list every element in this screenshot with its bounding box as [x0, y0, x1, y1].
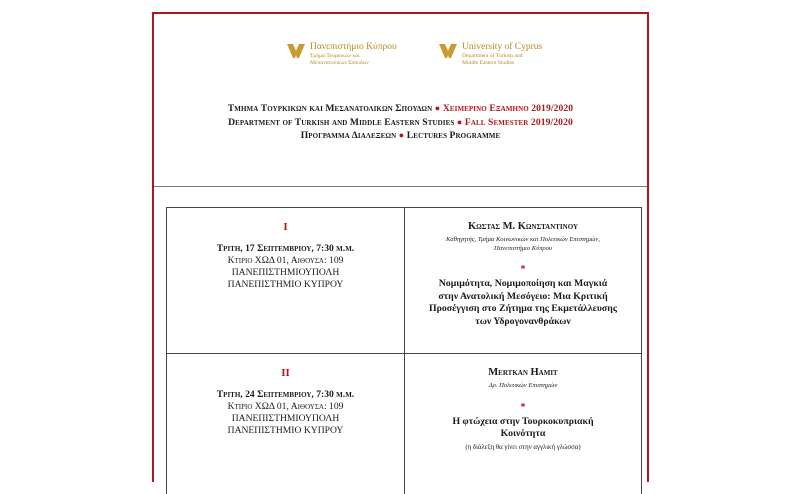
header-line-1 — [154, 102, 647, 116]
asterisk-icon: * — [520, 401, 526, 413]
logo-gr-line1: Πανεπιστήμιο Κύπρου — [310, 42, 397, 52]
speaker-name: Κωστας Μ. Κωνσταντινου — [467, 221, 579, 232]
lecture-info-cell — [167, 354, 405, 494]
programme-greek: Προγραμμα Διαλεξεων — [300, 130, 397, 141]
bullet-icon: ● — [456, 116, 463, 127]
lecture-title-line: Προσέγγιση στο Ζήτημα της Εκμετάλλευσης — [429, 303, 617, 314]
lecture-date: Τριτη, 24 Σεπτεμβριου, 7:30 μ.μ. — [216, 389, 355, 400]
header-divider — [154, 186, 647, 187]
lecture-topic-cell — [405, 354, 641, 494]
lecture-title-line: Η φτώχεια στην Τουρκοκυπριακή — [452, 415, 594, 427]
semester-greek: Χειμερινο Εξαμηνο 2019/2020 — [442, 103, 574, 114]
department-english: Department of Turkish and Middle Eastern Studies — [228, 116, 455, 128]
lecture-title — [405, 416, 641, 441]
speaker-affiliation: Καθηγητής, Τμήμα Κοινωνικών και Πολιτικών Επιστημών, — [446, 236, 600, 243]
university-crest-icon — [286, 43, 306, 59]
logo-en-line2: Department of Turkish and — [462, 53, 523, 59]
university-crest-icon — [438, 43, 458, 59]
lectures-table — [166, 207, 642, 494]
lecture-title-line: των Υδρογονανθράκων — [475, 315, 571, 327]
logo-gr-line3: Μεσανατολικών Σπουδών — [310, 59, 369, 66]
lecture-campus: ΠΑΝΕΠΙΣΤΗΜΙΟΥΠΟΛΗ — [231, 267, 340, 278]
logo-en-line3: Middle Eastern Studies — [462, 59, 515, 66]
poster-header — [154, 102, 647, 143]
poster-page — [152, 12, 649, 482]
lecture-university: ΠΑΝΕΠΙΣΤΗΜΙΟ ΚΥΠΡΟΥ — [227, 279, 344, 290]
department-greek: Τμημα Τουρκικων και Μεσανατολικων Σπουδων — [227, 103, 433, 114]
lecture-university: ΠΑΝΕΠΙΣΤΗΜΙΟ ΚΥΠΡΟΥ — [227, 425, 344, 436]
speaker-name: Mertkan Hamit — [488, 367, 558, 378]
speaker-affiliation: Δρ. Πολιτικών Επιστημών — [488, 382, 558, 389]
lecture-numeral: I — [283, 221, 288, 233]
lecture-campus: ΠΑΝΕΠΙΣΤΗΜΙΟΥΠΟΛΗ — [231, 413, 340, 424]
lecture-numeral: II — [281, 367, 290, 379]
programme-english: Lectures Programme — [406, 130, 501, 141]
language-note: (η διάλεξη θα γίνει στην αγγλική γλώσσα) — [465, 443, 581, 451]
header-line-2 — [154, 116, 647, 130]
lecture-row — [167, 208, 641, 354]
lecture-title-line: Κοινότητα — [500, 428, 546, 439]
lecture-building: Κτιριο ΧΩΔ 01, Αιθουσα: 109 — [227, 401, 344, 412]
lecture-info-cell — [167, 208, 405, 353]
logo-en-line1: University of Cyprus — [462, 42, 543, 52]
bullet-icon: ● — [398, 130, 405, 140]
lecture-row — [167, 354, 641, 494]
lecture-date: Τριτη, 17 Σεπτεμβριου, 7:30 μ.μ. — [216, 243, 355, 254]
english-logo — [438, 42, 542, 66]
bullet-icon: ● — [434, 103, 441, 113]
header-line-3 — [154, 129, 647, 143]
speaker-affiliation-2: Πανεπιστήμιο Κύπρου — [493, 244, 553, 252]
lecture-topic-cell — [405, 208, 641, 353]
lecture-title — [405, 278, 641, 328]
lecture-building: Κτιριο ΧΩΔ 01, Αιθουσα: 109 — [227, 255, 344, 266]
asterisk-icon: * — [520, 264, 526, 275]
lecture-title-line: στην Ανατολική Μεσόγειο: Μια Κριτική — [438, 290, 608, 302]
semester-english: Fall Semester 2019/2020 — [464, 116, 573, 128]
lecture-title-line: Νομιμότητα, Νομιμοποίηση και Μαγκιά — [438, 278, 608, 289]
greek-logo — [286, 42, 397, 66]
logo-gr-line2: Τμήμα Τουρκικών και — [310, 53, 360, 59]
